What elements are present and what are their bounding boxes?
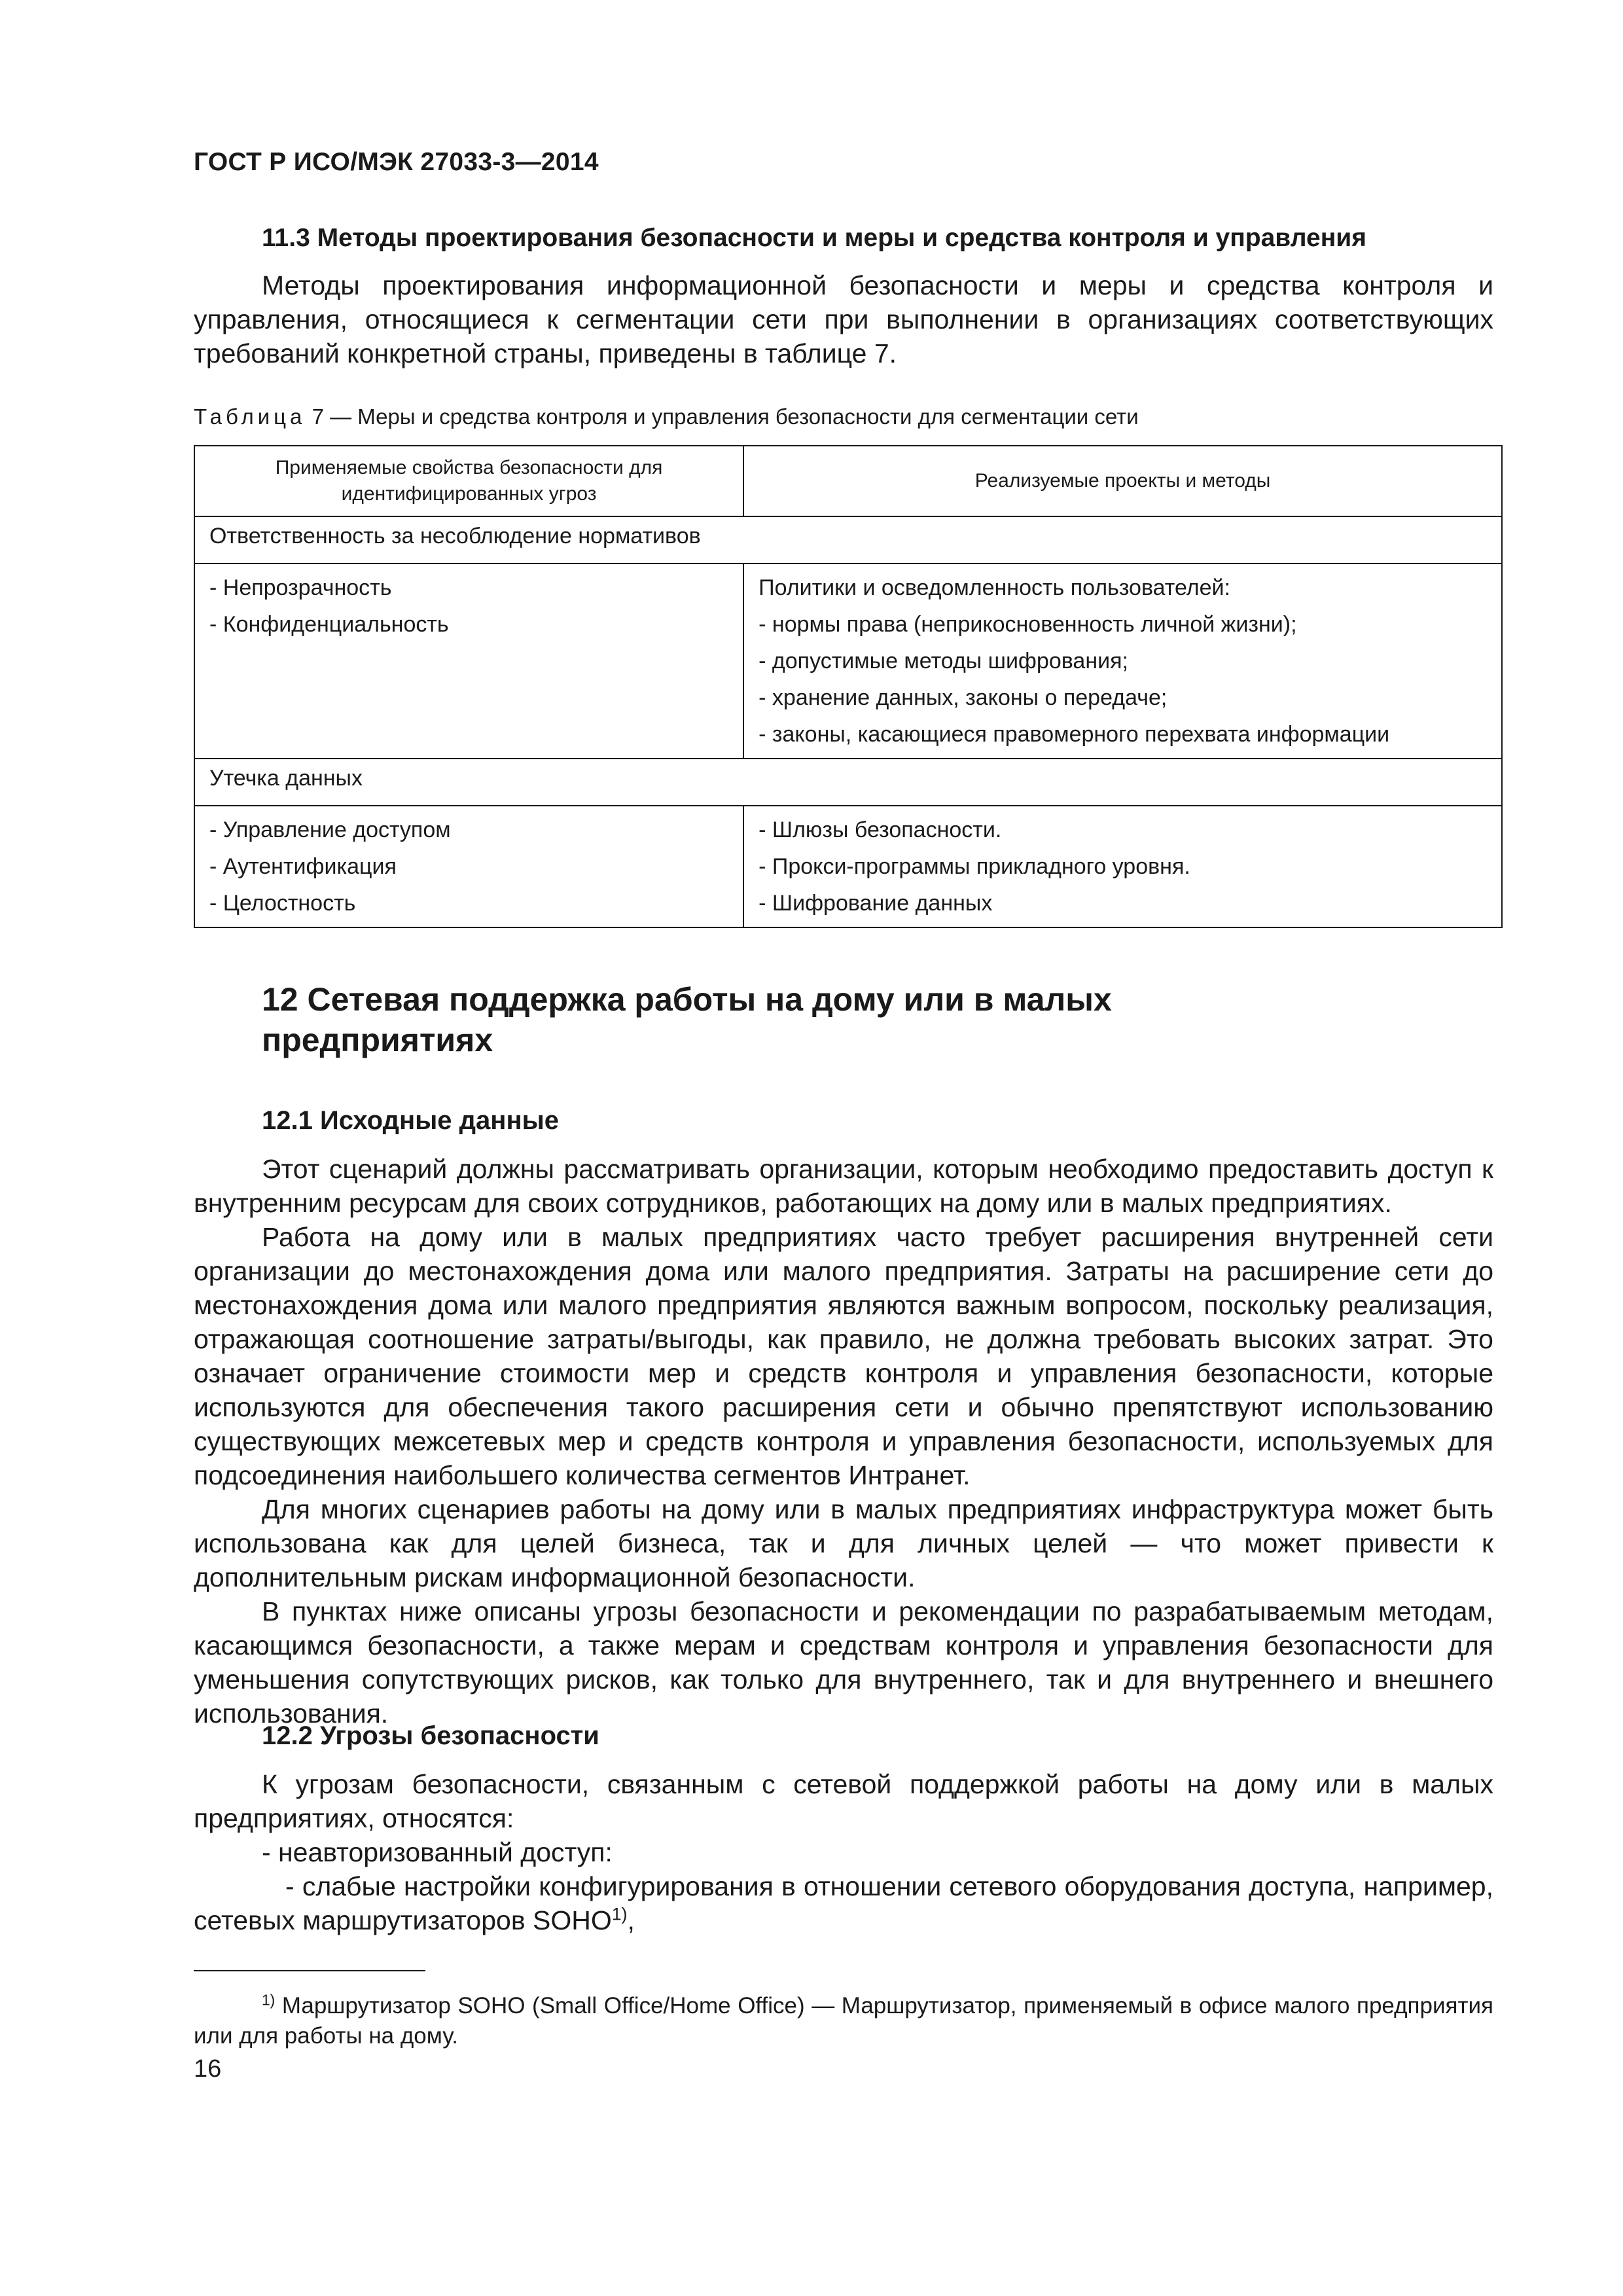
table-7 xyxy=(194,445,1503,928)
page-number: 16 xyxy=(194,2055,222,2083)
group2-col1: - Управление доступом - Аутентификация - Целостность xyxy=(194,806,743,927)
section-12-1-paragraph-3: Для многих сценариев работы на дому или в малых предприятиях инфраструктура может быть использована как для целей бизнеса, так и для личных целей — что может привести к дополнительным рискам информационной безопасности. xyxy=(194,1494,1493,1592)
table-7-caption: Таблица 7 — Меры и средства контроля и управления безопасности для сегментации сети xyxy=(194,404,1139,429)
table-row xyxy=(194,564,1502,759)
section-11-3-paragraph: Методы проектирования информационной безопасности и меры и средства контроля и управления, относящиеся к сегментации сети при выполнении в организациях соответствующих требований конкретной страны, приведены в таблице 7. xyxy=(194,270,1493,368)
section-11-3-title: 11.3 Методы проектирования безопасности и меры и средства контроля и управления xyxy=(262,224,1367,252)
section-12-2-title: 12.2 Угрозы безопасности xyxy=(262,1721,599,1750)
threat-item-2: - слабые настройки конфигурирования в отношении сетевого оборудования доступа, например, сетевых маршрутизаторов SOHO$^{1)}$, xyxy=(194,1871,1493,1935)
footnote-separator xyxy=(194,1970,425,1971)
table-header-col2: Реализуемые проекты и методы xyxy=(743,446,1502,516)
table-row xyxy=(194,806,1502,927)
footnote: $^{1)}$ Маршрутизатор SOHO (Small Office/Home Office) — Маршрутизатор, применяемый в офисе малого предприятия или для работы на дому. xyxy=(194,1991,1493,2049)
group1-col2: Политики и осведомленность пользователей: - нормы права (неприкосновенность личной жизни); - допустимые методы шифрования; - хранение данных, законы о передаче; - законы, касающиеся правомерного перехвата информации xyxy=(743,564,1502,759)
section-12-1-paragraph-2: Работа на дому или в малых предприятиях часто требует расширения внутренней сети организации до местонахождения дома или малого предприятия. Затраты на расширение сети до местонахождения дома или малого предприятия являются важным вопросом, поскольку реализация, отражающая соотношение затраты/выгоды, как правило, не должна требовать высоких затрат. Это означает ограничение стоимости мер и средств контроля и управления безопасности, которые используются для обеспечения такого расширения сети и обычно препятствуют использованию существующих межсетевых мер и средств контроля и управления безопасности, используемых для подсоединения наибольшего количества сегментов Интранет. xyxy=(194,1222,1493,1490)
section-12-1-paragraph-4: В пунктах ниже описаны угрозы безопасности и рекомендации по разрабатываемым методам, касающимся безопасности, а также мерам и средствам контроля и управления безопасности для уменьшения сопутствующих рисков, как только для внутреннего, так и для внутреннего и внешнего использования. xyxy=(194,1596,1493,1729)
group2-title: Утечка данных xyxy=(194,759,1502,806)
section-12-1-paragraph-1: Этот сценарий должны рассматривать организации, которым необходимо предоставить доступ к внутренним ресурсам для своих сотрудников, работающих на дому или в малых предприятиях. xyxy=(194,1154,1493,1218)
document-header: ГОСТ Р ИСО/МЭК 27033-3—2014 xyxy=(194,148,599,176)
section-12-title: 12 Сетевая поддержка работы на дому или в малых предприятиях xyxy=(262,981,1112,1058)
section-12-2-paragraph: К угрозам безопасности, связанным с сетевой поддержкой работы на дому или в малых предприятиях, относятся: xyxy=(194,1769,1493,1833)
group1-title: Ответственность за несоблюдение нормативов xyxy=(194,516,1502,564)
threat-item-1: - неавторизованный доступ: xyxy=(262,1837,613,1867)
group2-col2: - Шлюзы безопасности. - Прокси-программы прикладного уровня. - Шифрование данных xyxy=(743,806,1502,927)
section-12-1-title: 12.1 Исходные данные xyxy=(262,1106,560,1135)
footnote-ref: 1) xyxy=(611,1904,628,1924)
table-group-row xyxy=(194,759,1502,806)
table-header-col1: Применяемые свойства безопасности для идентифицированных угроз xyxy=(194,446,743,516)
table-group-row xyxy=(194,516,1502,564)
footnote-marker: 1) xyxy=(262,1991,276,2009)
group1-col1: - Непрозрачность - Конфиденциальность xyxy=(194,564,743,759)
table-header-row xyxy=(194,446,1502,516)
